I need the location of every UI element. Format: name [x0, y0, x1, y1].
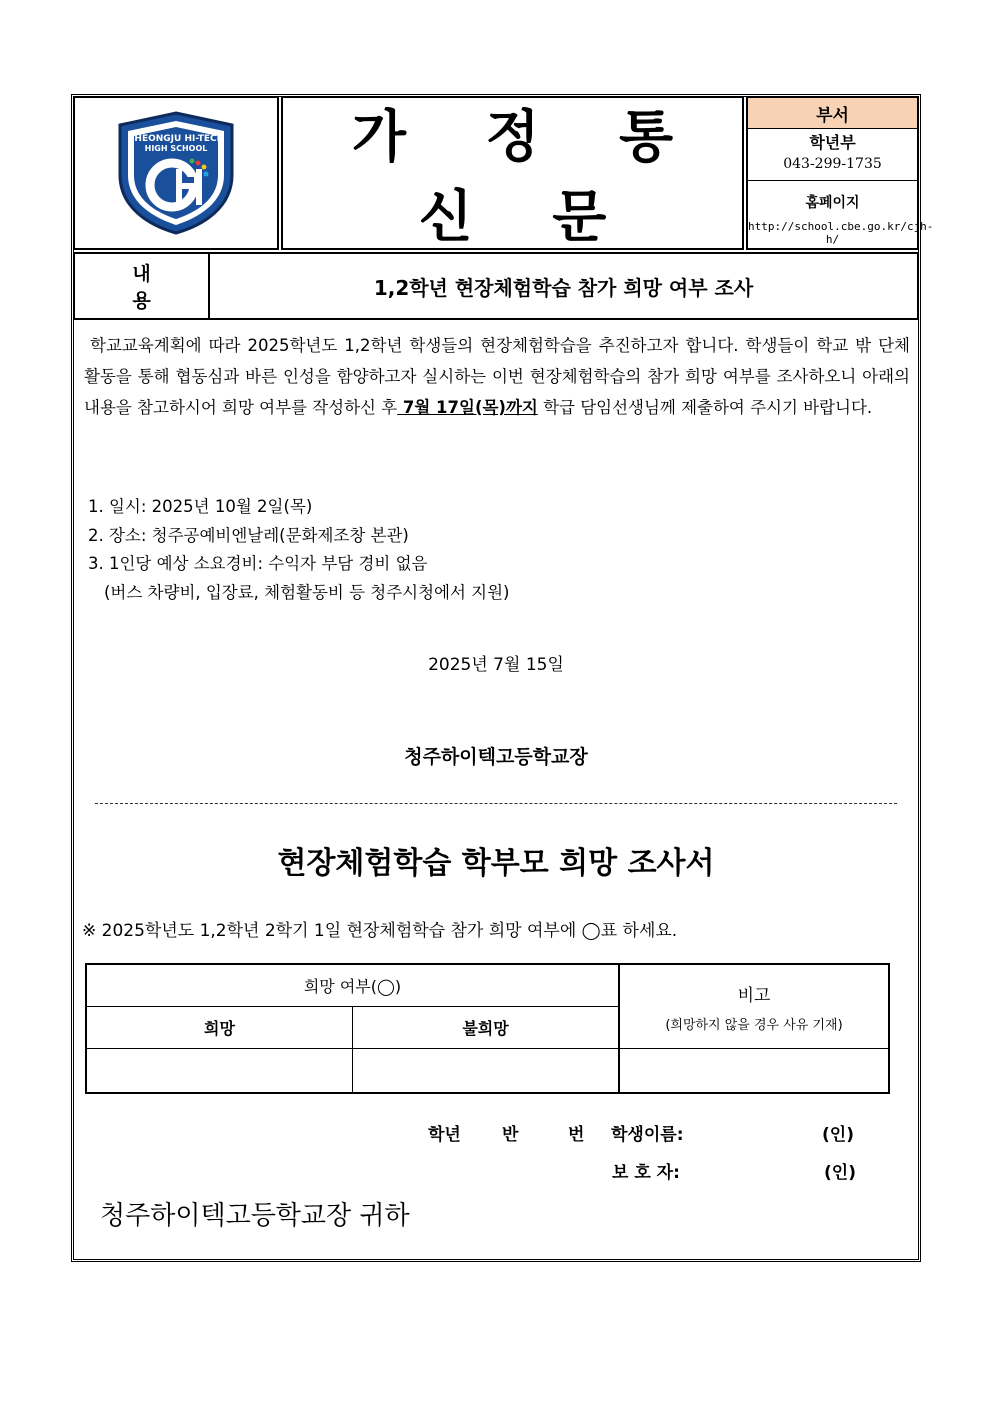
logo-cell	[73, 96, 279, 250]
department-label: 부서	[748, 98, 917, 129]
header-hope-group: 희망 여부(◯)	[303, 977, 402, 996]
grade-label: 학년	[428, 1125, 461, 1145]
body-paragraph	[84, 330, 910, 423]
student-seal: (인)	[822, 1125, 854, 1145]
detail-list	[88, 493, 510, 607]
logo-text-line1: CHEONGJU HI-TECH	[127, 134, 225, 144]
remark-answer-cell[interactable]	[620, 1049, 888, 1092]
detail-cost: 3. 1인당 예상 소요경비: 수익자 부담 경비 없음	[88, 554, 428, 573]
header-no-hope: 불희망	[462, 1019, 509, 1038]
guardian-seal: (인)	[824, 1163, 856, 1183]
deadline-text: 7월 17일(목)까지	[397, 398, 538, 417]
department-cell	[746, 96, 934, 250]
class-label: 반	[502, 1125, 519, 1145]
guardian-label: 보 호 자:	[612, 1163, 680, 1183]
principal-name: 청주하이텍고등학교장	[404, 746, 588, 768]
hope-answer-cell[interactable]	[87, 1049, 352, 1092]
subject-label: 내 용	[73, 252, 210, 320]
detail-date: 1. 일시: 2025년 10월 2일(목)	[88, 497, 313, 516]
closing-addressee: 청주하이텍고등학교장 귀하	[100, 1201, 410, 1231]
survey-title: 현장체험학습 학부모 희망 조사서	[277, 846, 715, 881]
remark-label: 비고	[737, 985, 771, 1006]
body-text-after: 학급 담임선생님께 제출하여 주시기 바랍니다.	[537, 398, 873, 417]
department-divider	[748, 180, 917, 181]
detail-place: 2. 장소: 청주공예비엔날레(문화제조창 본관)	[88, 525, 409, 545]
logo-text-line2: HIGH SCHOOL	[144, 144, 208, 153]
body-text-before: 학교교육계획에 따라 2025학년도 1,2학년 학생들의 현장체험학습을 추진하고자 합니다. 학생들이 학교 밖 단체 활동을 통해 협동심과 바른 인성을 함양하고자 실시하는 이번 현장체험학습의 참가 희망 여부를 조사하오니 아래의 내용을 참고하시어 희망 여부를 작성하신 후	[84, 336, 910, 417]
homepage-label: 홈페이지	[805, 195, 860, 211]
school-logo-icon	[112, 109, 240, 237]
title-cell	[281, 96, 744, 250]
cut-line-divider	[95, 803, 897, 804]
survey-table	[85, 963, 890, 1094]
header-remark	[620, 965, 888, 1048]
student-name-label: 학생이름:	[611, 1125, 684, 1145]
issue-date: 2025년 7월 15일	[428, 655, 564, 675]
survey-note: ※ 2025학년도 1,2학년 2학기 1일 현장체험학습 참가 희망 여부에 ◯표 하세요.	[82, 921, 678, 941]
remark-sub: (희망하지 않을 경우 사유 기재)	[665, 1017, 843, 1033]
no-hope-answer-cell[interactable]	[353, 1049, 618, 1092]
detail-cost-note: (버스 차량비, 입장료, 체험활동비 등 청주시청에서 지원)	[104, 582, 510, 602]
page-title: 가 정 통 신 문	[351, 104, 704, 250]
department-name: 학년부	[809, 133, 856, 152]
department-phone: 043-299-1735	[783, 156, 882, 172]
number-label: 번	[568, 1125, 585, 1145]
homepage-url[interactable]: http://school.cbe.go.kr/cjh-h/	[748, 220, 934, 246]
subject-title: 1,2학년 현장체험학습 참가 희망 여부 조사	[208, 252, 919, 320]
header-hope: 희망	[204, 1019, 235, 1038]
